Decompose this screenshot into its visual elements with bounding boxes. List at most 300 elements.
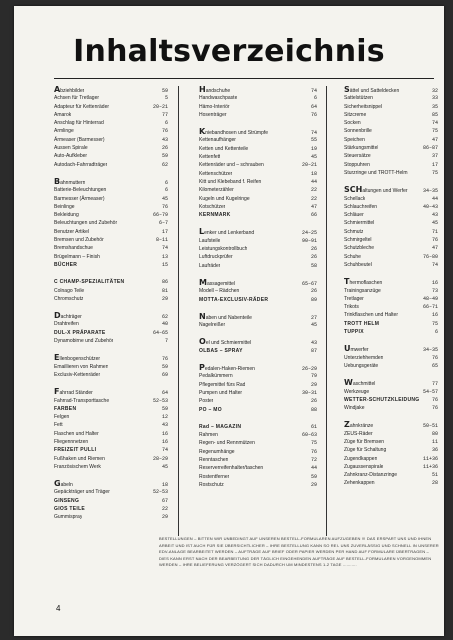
index-entry-label: Ellenbogenschützer xyxy=(54,354,101,363)
index-entry-label: Rad – MAGAZIN xyxy=(199,423,242,430)
index-entry-label: Massagemittel xyxy=(199,278,236,287)
index-entry-page: 18 xyxy=(310,170,317,177)
index-entry-label: Handschuhe xyxy=(199,86,231,94)
index-entry-label: Windjake xyxy=(344,405,365,412)
index-entry-page: 24–25 xyxy=(301,230,317,237)
index-entry-page: 26–29 xyxy=(301,366,317,373)
index-group xyxy=(344,379,438,412)
index-entry-page: 76 xyxy=(161,356,168,363)
index-entry-label: Fahrrad-Transporttasche xyxy=(54,397,110,404)
index-entry-page: 67 xyxy=(161,497,168,504)
index-entry-label: Renntaschen xyxy=(199,456,229,463)
index-entry-page: 18 xyxy=(161,482,168,489)
index-entry-initial: F xyxy=(54,388,60,397)
index-entry xyxy=(199,389,317,397)
index-entry-label: Sattelstützen xyxy=(344,95,373,102)
index-entry xyxy=(199,153,317,161)
index-entry-label: Zugendkappen xyxy=(344,455,378,462)
index-entry-initial: M xyxy=(199,278,207,287)
index-entry-label: Handwaschpaste xyxy=(199,95,238,102)
index-entry-label: Schuhe xyxy=(344,253,361,260)
index-entry-label: Kettenaufhänger xyxy=(199,137,236,144)
index-entry-page: 76 xyxy=(161,128,168,135)
index-entry-label: ZEUS-Räder xyxy=(344,430,373,437)
order-notice: BESTELLUNGEN – BITTEN WIR UNBEDINGT AUF UNSEREN BESTELL-FORMULAREN AUFZUGEBEN !!! DAS ERSPART UNS UND IHNEN ARBEIT UND IST AUCH FÜR SIE ÜBERSICHTLICHER – IHRE BESTELLUNG KANN SO REI- UNS ZUVERLÄSSIG UND SCHNELL IN UNSERER EDV-ANLAGE BEARBEITET WERDEN – AUFTRÄGE AUF BRIEF ODER PAPIER WERDEN PER HAND AUF FORMULARE ÜBERTRAGEN – DIES KANN ERST NACH DER BEARBEITUNG DER TÄGLICH EINGEHENDEN AUFTRÄGE AUF BESTELL-FORMULAREN VORGENOMMEN WERDEN – IHRE BELIEFERUNG VERZÖGERT SICH DADURCH UM MINDESTENS 1-2 TAGE ........... xyxy=(159,536,439,568)
index-entry-page: 66 xyxy=(310,212,317,219)
index-entry-page: 28 xyxy=(431,480,438,487)
index-group xyxy=(199,86,317,119)
index-entry-label: Drahtreifen xyxy=(54,321,79,328)
index-entry-page: 45 xyxy=(161,463,168,470)
index-entry-page: 81 xyxy=(161,287,168,294)
index-entry xyxy=(344,320,438,328)
index-entry-label: Rostschutz xyxy=(199,481,224,488)
index-group xyxy=(199,279,317,304)
index-entry-page: 64 xyxy=(310,103,317,110)
index-entry-label: Felgen xyxy=(54,414,70,421)
index-entry xyxy=(344,430,438,438)
index-entry xyxy=(199,439,317,447)
index-entry-label: Uebungsgeräte xyxy=(344,362,379,369)
index-entry xyxy=(54,111,168,119)
index-entry-label: Ketten und Kettenteile xyxy=(199,145,249,152)
index-entry-label: KERNMARK xyxy=(199,212,231,219)
index-entry xyxy=(54,287,168,295)
index-entry-page: 27 xyxy=(310,314,317,321)
index-entry-label: Sturzringe und TROTT-Helm xyxy=(344,169,408,176)
index-entry-label: Beinlinge xyxy=(54,203,75,210)
index-entry xyxy=(54,438,168,446)
index-entry xyxy=(344,261,438,269)
index-entry-page: 76 xyxy=(161,203,168,210)
index-entry-page: 74 xyxy=(310,88,317,94)
index-entry-initial: B xyxy=(54,177,61,186)
index-entry xyxy=(199,347,317,355)
index-entry-label: Steuersätze xyxy=(344,153,371,160)
index-entry xyxy=(199,464,317,472)
index-entry xyxy=(344,471,438,479)
index-entry-page: 62 xyxy=(161,314,168,321)
index-entry xyxy=(54,261,168,269)
index-entry-label: Dynamobirne und Zubehör xyxy=(54,338,114,345)
index-entry-label: Schuhbeutel xyxy=(344,261,372,268)
index-entry xyxy=(54,371,168,379)
index-entry-label: Gummispray xyxy=(54,514,83,521)
index-entry-label: Schläuer xyxy=(344,212,364,219)
index-entry-page: 69 xyxy=(161,371,168,378)
index-entry-page: 16 xyxy=(161,430,168,437)
index-entry-page: 61 xyxy=(310,423,317,430)
index-entry-label: Bekleidung xyxy=(54,212,79,219)
index-entry xyxy=(199,423,317,431)
index-entry xyxy=(344,303,438,311)
index-entry-page: 8–11 xyxy=(155,237,168,244)
index-group xyxy=(54,278,168,303)
index-entry-label: Gabeln xyxy=(54,480,73,489)
index-entry xyxy=(54,152,168,160)
index-group xyxy=(199,228,317,269)
index-entry-page: 74 xyxy=(161,447,168,454)
index-entry-label: Exclusiv-Kettenräder xyxy=(54,371,101,378)
index-entry-page: 12 xyxy=(161,414,168,421)
index-entry-label: Poster xyxy=(199,398,214,405)
index-entry-label: Regenumhänge xyxy=(199,448,235,455)
index-entry xyxy=(344,86,438,94)
index-entry-page: 52–53 xyxy=(152,489,168,496)
index-entry-page: 36 xyxy=(431,447,438,454)
index-entry xyxy=(344,311,438,319)
index-entry xyxy=(54,337,168,345)
index-entry-label: Autodach-Fahrradträger xyxy=(54,161,108,168)
index-group xyxy=(54,480,168,521)
index-entry-label: Pflegemittel fürs Rad xyxy=(199,381,246,388)
index-entry-page: 40–43 xyxy=(422,203,438,210)
index-entry-label: Kettenfett xyxy=(199,154,221,161)
index-entry-page: 45 xyxy=(431,220,438,227)
index-entry-page: 75 xyxy=(431,128,438,135)
index-entry-page: 43 xyxy=(161,422,168,429)
index-entry-label: Laufräder xyxy=(199,262,221,269)
index-entry-page: 47 xyxy=(431,245,438,252)
index-entry-initial: SCH xyxy=(344,186,363,195)
index-entry-initial: L xyxy=(199,228,205,237)
index-entry-page: 71 xyxy=(431,228,438,235)
index-entry xyxy=(54,278,168,286)
index-entry-initial: E xyxy=(54,354,60,363)
index-entry-page: 16 xyxy=(161,438,168,445)
index-entry-page: 45 xyxy=(310,154,317,161)
index-entry-label: Chromschutz xyxy=(54,295,84,302)
index-entry-label: Zehenkappen xyxy=(344,480,375,487)
index-entry-label: Laufsteile xyxy=(199,237,221,244)
index-entry-initial: W xyxy=(344,379,353,388)
index-entry-label: Sitzcreme xyxy=(344,111,367,118)
index-entry-label: Kotschützer xyxy=(199,203,226,210)
index-group xyxy=(344,186,438,269)
index-entry-page: 15 xyxy=(161,261,168,268)
index-entry-label: SCHaltungen und Werfer xyxy=(344,186,408,195)
index-entry-label: MOTTA-EXCLUSIV-RÄDER xyxy=(199,296,269,303)
index-entry xyxy=(54,178,168,186)
index-entry xyxy=(199,211,317,219)
index-entry-label: Kitt und Klebeband f. Reifen xyxy=(199,178,262,185)
index-entry xyxy=(344,211,438,219)
index-entry-page: 26 xyxy=(310,246,317,253)
index-entry-page: 59 xyxy=(161,153,168,160)
index-entry-label: WETTER-SCHUTZKLEIDUNG xyxy=(344,396,420,403)
index-entry-page: 29 xyxy=(310,381,317,388)
index-entry-label: Flaschen und Halter xyxy=(54,430,99,437)
index-entry xyxy=(54,388,168,396)
index-entry-initial: H xyxy=(199,86,206,94)
page-title: Inhaltsverzeichnis xyxy=(73,34,385,69)
index-entry-label: Pedalen-Haken-Riemen xyxy=(199,364,255,373)
index-entry-page: 6 xyxy=(164,120,168,127)
index-entry xyxy=(54,497,168,505)
index-entry-page: 16 xyxy=(431,280,438,287)
index-entry-label: Bremsen und Zubehör xyxy=(54,237,104,244)
index-entry xyxy=(199,338,317,346)
index-entry-page: 77 xyxy=(161,111,168,118)
index-entry xyxy=(199,128,317,136)
index-entry xyxy=(54,405,168,413)
index-entry xyxy=(54,94,168,102)
index-entry xyxy=(54,354,168,362)
index-entry-label: Züge für Bremsen xyxy=(344,438,385,445)
index-entry xyxy=(344,379,438,387)
index-entry-page: 33 xyxy=(431,95,438,102)
index-entry xyxy=(344,253,438,261)
index-entry xyxy=(54,421,168,429)
index-entry-label: Zahnkranz-Distanzringe xyxy=(344,472,398,479)
index-entry xyxy=(54,463,168,471)
index-entry-page: 44 xyxy=(431,195,438,202)
index-entry xyxy=(344,479,438,487)
index-entry-page: 64 xyxy=(161,390,168,397)
index-entry xyxy=(344,455,438,463)
index-entry-label: TUPPIX xyxy=(344,329,364,336)
index-entry-label: Gepäckträger und Träger xyxy=(54,489,110,496)
index-columns xyxy=(54,86,438,536)
index-entry-label: Sicherheitsnippel xyxy=(344,103,383,110)
index-entry-label: Französischem Werk xyxy=(54,463,101,470)
index-entry-label: DUL-X PRÄPARATE xyxy=(54,329,106,336)
index-entry xyxy=(54,219,168,227)
index-entry xyxy=(199,262,317,270)
index-entry-label: Oel und Schmiermittel xyxy=(199,338,252,347)
index-entry-initial: K xyxy=(199,128,206,137)
index-entry-page: 73 xyxy=(431,287,438,294)
index-entry xyxy=(344,186,438,194)
index-entry-label: Sonnenbrille xyxy=(344,128,372,135)
index-entry-label: Trikots xyxy=(344,304,359,311)
index-entry xyxy=(199,406,317,414)
index-entry-label: Werkzeuge xyxy=(344,388,370,395)
index-entry-page: 88 xyxy=(310,406,317,413)
index-entry-page: 43 xyxy=(431,212,438,219)
index-entry-page: 74 xyxy=(161,245,168,252)
index-column-1 xyxy=(54,86,168,531)
index-entry xyxy=(54,211,168,219)
index-entry xyxy=(54,455,168,463)
index-entry xyxy=(54,236,168,244)
index-entry-label: Züge für Schaltung xyxy=(344,447,387,454)
index-entry-label: FARBEN xyxy=(54,405,77,412)
index-entry-label: Pumpen und Halter xyxy=(199,389,243,396)
index-entry-label: Schellack xyxy=(344,195,366,202)
index-entry-page: 7 xyxy=(164,338,168,345)
index-entry-page: 11 xyxy=(431,438,438,445)
index-entry-label: OLBAS – SPRAY xyxy=(199,347,243,354)
index-entry-label: Barmesser (Ärmeaser) xyxy=(54,195,105,202)
index-entry xyxy=(344,287,438,295)
index-entry xyxy=(344,236,438,244)
index-entry-page: 76 xyxy=(431,405,438,412)
index-entry xyxy=(54,488,168,496)
index-entry-label: Fliegennnetzen xyxy=(54,438,89,445)
index-group xyxy=(54,178,168,269)
index-entry xyxy=(344,388,438,396)
index-column-2 xyxy=(199,86,317,498)
index-entry-label: GINSENG xyxy=(54,497,80,504)
index-entry-page: 34–35 xyxy=(422,188,438,195)
index-entry xyxy=(199,178,317,186)
index-entry-page: 5 xyxy=(164,95,168,102)
index-entry xyxy=(199,364,317,372)
index-entry-page: 65–67 xyxy=(301,280,317,287)
column-divider-1 xyxy=(178,86,179,536)
index-entry xyxy=(199,136,317,144)
index-entry-page: 13 xyxy=(161,253,168,260)
index-entry-label: Pedalkümmern xyxy=(199,373,233,380)
index-entry-page: 34–35 xyxy=(422,347,438,354)
index-entry xyxy=(344,446,438,454)
index-entry xyxy=(344,463,438,471)
index-entry-page: 17 xyxy=(161,228,168,235)
index-entry-page: 26 xyxy=(161,145,168,152)
index-entry xyxy=(199,103,317,111)
index-entry xyxy=(54,505,168,513)
index-entry-page: 89 xyxy=(310,296,317,303)
index-entry-label: Naben und Nabenteile xyxy=(199,312,252,321)
index-entry xyxy=(199,456,317,464)
index-entry-page: 58 xyxy=(310,262,317,269)
index-entry-label: Achsen für Tretlager xyxy=(54,95,100,102)
index-entry-page: 45 xyxy=(161,195,168,202)
index-entry-label: Schmutz xyxy=(344,228,364,235)
index-entry-page: 40 xyxy=(161,321,168,328)
index-entry-page: 64–65 xyxy=(152,329,168,336)
index-entry xyxy=(199,170,317,178)
index-entry-initial: N xyxy=(199,312,206,321)
index-entry-label: Umwerfer xyxy=(344,345,369,354)
index-entry-page: 79 xyxy=(310,373,317,380)
index-entry xyxy=(199,296,317,304)
index-entry xyxy=(54,513,168,521)
index-entry-label: Adapteur für Kettenräder xyxy=(54,103,110,110)
index-entry xyxy=(199,86,317,94)
index-group xyxy=(199,423,317,489)
index-entry xyxy=(199,397,317,405)
index-entry-label: Kettenräder und – schrauben xyxy=(199,162,264,169)
index-entry-page: 16 xyxy=(431,312,438,319)
index-entry-label: Zugaussenspirale xyxy=(344,463,384,470)
index-entry-page: 74 xyxy=(431,120,438,127)
index-entry-page: 47 xyxy=(310,203,317,210)
index-entry-page: 43 xyxy=(310,340,317,347)
index-entry-label: Stoppuhren xyxy=(344,161,370,168)
index-entry-initial: G xyxy=(54,480,61,489)
index-entry-label: Lenker und Lenkerband xyxy=(199,228,255,237)
index-entry xyxy=(344,295,438,303)
index-entry xyxy=(344,354,438,362)
index-entry-page: 29 xyxy=(161,514,168,521)
index-group xyxy=(199,364,317,414)
index-entry-page: 76 xyxy=(431,396,438,403)
index-entry-page: 76 xyxy=(431,237,438,244)
index-entry-label: Kilometerzähler xyxy=(199,187,234,194)
index-entry xyxy=(344,195,438,203)
index-entry-page: 37 xyxy=(431,153,438,160)
index-entry xyxy=(199,287,317,295)
index-group xyxy=(54,312,168,345)
index-entry xyxy=(54,253,168,261)
index-entry-page: 76 xyxy=(431,354,438,361)
index-entry xyxy=(54,244,168,252)
index-entry-page: 45 xyxy=(310,322,317,329)
index-entry-label: C CHAMP-SPEZIALITÄTEN xyxy=(54,279,125,286)
index-entry-page: 66–79 xyxy=(152,212,168,219)
index-entry-label: Stärkungsmittel xyxy=(344,145,379,152)
index-entry-page: 6 xyxy=(164,179,168,186)
index-entry xyxy=(54,430,168,438)
index-entry-label: Kniebandhosen und Strümpfe xyxy=(199,128,269,137)
index-entry-label: Batterie-Beleuchtungen xyxy=(54,187,107,194)
index-entry-page: 44 xyxy=(310,465,317,472)
index-group xyxy=(54,388,168,471)
index-entry-page: 17 xyxy=(431,161,438,168)
index-entry-page: 90–91 xyxy=(301,237,317,244)
index-entry-page: 87 xyxy=(310,347,317,354)
index-entry xyxy=(54,186,168,194)
index-entry-page: 26 xyxy=(310,398,317,405)
index-entry xyxy=(54,363,168,371)
index-entry-page: 76–80 xyxy=(422,253,438,260)
index-entry-label: Fahrrad Ständer xyxy=(54,388,93,397)
index-entry xyxy=(199,381,317,389)
index-entry-page: 59 xyxy=(161,88,168,94)
index-entry-initial: P xyxy=(199,364,205,373)
index-entry-label: Dachträger xyxy=(54,312,82,321)
index-entry-page: 11+36 xyxy=(422,455,438,462)
index-entry-label: Aussen Spirale xyxy=(54,145,88,152)
index-group xyxy=(344,345,438,370)
index-group xyxy=(199,338,317,355)
index-entry xyxy=(344,152,438,160)
index-entry-label: Socken xyxy=(344,120,361,127)
index-entry-page: 22 xyxy=(310,187,317,194)
index-entry xyxy=(199,94,317,102)
index-entry-page: 55 xyxy=(310,137,317,144)
index-group xyxy=(344,278,438,336)
index-entry-label: Kettenschützer xyxy=(199,170,233,177)
index-entry-page: 76 xyxy=(310,448,317,455)
index-entry-page: 54–57 xyxy=(422,388,438,395)
index-entry-page: 47 xyxy=(431,136,438,143)
index-entry-page: 30–31 xyxy=(301,389,317,396)
index-entry xyxy=(199,279,317,287)
index-entry-page: 75 xyxy=(431,320,438,327)
index-entry-page: 85 xyxy=(431,111,438,118)
index-entry xyxy=(344,404,438,412)
index-entry-initial: Z xyxy=(344,421,350,430)
index-entry xyxy=(54,228,168,236)
index-entry-label: Regen- und Rennmützen xyxy=(199,440,255,447)
index-entry xyxy=(344,144,438,152)
index-entry xyxy=(54,320,168,328)
index-entry-page: 59 xyxy=(310,473,317,480)
index-entry-label: Kugeln und Kugelringe xyxy=(199,195,250,202)
index-entry-label: Sättel und Satteldecken xyxy=(344,86,400,94)
index-entry xyxy=(344,244,438,252)
index-entry xyxy=(54,446,168,454)
index-entry-page: 77 xyxy=(431,381,438,388)
index-entry xyxy=(54,480,168,488)
index-entry-label: Trinkflaschen und Halter xyxy=(344,312,399,319)
index-entry xyxy=(344,103,438,111)
index-entry xyxy=(54,329,168,337)
index-entry-label: Abziehbilder xyxy=(54,86,85,94)
